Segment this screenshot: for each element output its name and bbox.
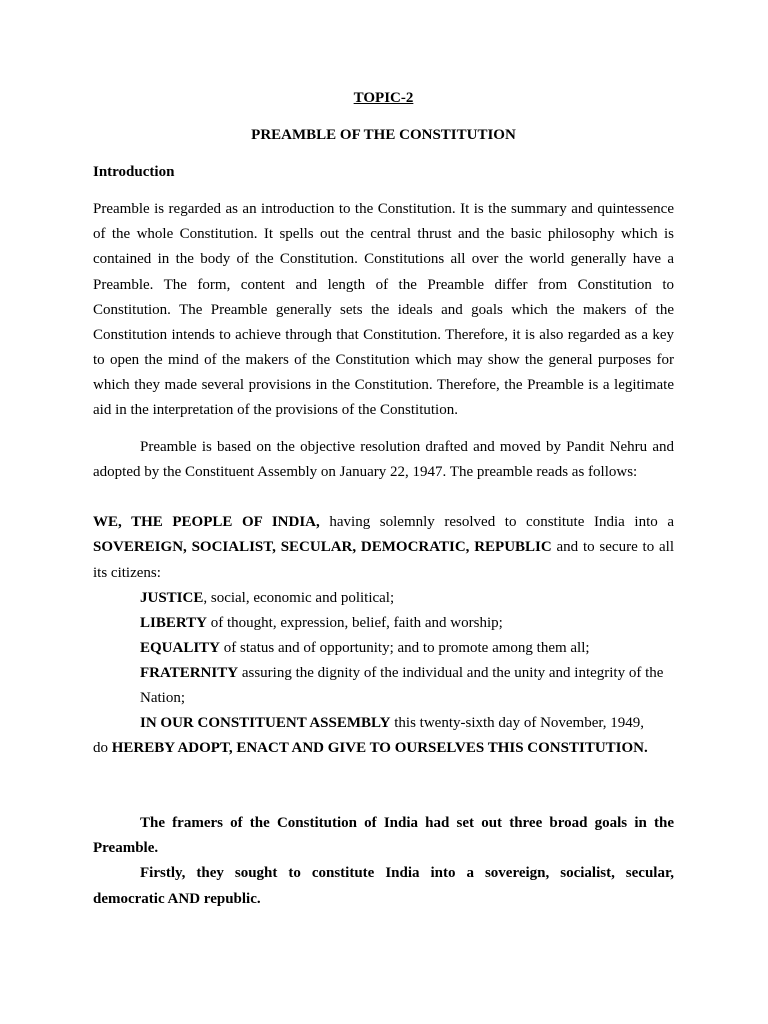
- justice-line: [93, 586, 674, 611]
- equality-text: of status and of opportunity; and to promote among them all;: [220, 639, 590, 656]
- republic-terms: SOVEREIGN, SOCIALIST, SECULAR, DEMOCRATIC, REPUBLIC: [93, 539, 552, 556]
- introduction-heading: Introduction: [93, 164, 175, 181]
- fraternity-line: [93, 661, 674, 711]
- liberty-label: LIBERTY: [140, 614, 207, 631]
- do-text: do: [93, 740, 112, 757]
- introduction-paragraph: Preamble is regarded as an introduction to the Constitution. It is the summary and quintessence of the whole Constitution. It spells out the central thrust and the basic philosophy which is contained in the body of the Constitution. Constitutions all over the world generally have a Preamble. The form, content and length of the Preamble differ from Constitution to Constitution. The Preamble generally sets the ideals and goals which the makers of the Constitution intends to achieve through that Constitution. Therefore, it is also regarded as a key to open the mind of the makers of the Constitution which may show the general purposes for which they made several provisions in the Constitution. Therefore, the Preamble is a legitimate aid in the interpretation of the provisions of the Constitution.: [93, 201, 674, 419]
- fraternity-text: assuring the dignity of the individual and the unity and integrity of the Nation;: [140, 664, 664, 706]
- goals-section: [93, 811, 674, 911]
- liberty-line: [93, 611, 674, 636]
- assembly-text: this twenty-sixth day of November, 1949,: [390, 715, 645, 732]
- document-title: PREAMBLE OF THE CONSTITUTION: [251, 127, 516, 144]
- resolved-text: having solemnly resolved to constitute India into a: [319, 514, 674, 531]
- objective-resolution-paragraph: Preamble is based on the objective resolution drafted and moved by Pandit Nehru and adopted by the Constituent Assembly on January 22, 1947. The preamble reads as follows:: [93, 439, 674, 481]
- we-the-people: WE, THE PEOPLE OF INDIA,: [93, 514, 320, 531]
- firstly-paragraph: Firstly, they sought to constitute India into a sovereign, socialist, secular, democratic AND republic.: [93, 865, 674, 907]
- preamble-opening: [93, 510, 674, 585]
- assembly-line: [93, 711, 674, 736]
- adoption-line: [93, 736, 674, 761]
- equality-line: [93, 636, 674, 661]
- preamble-text: [93, 510, 674, 761]
- justice-label: JUSTICE: [140, 589, 204, 606]
- equality-label: EQUALITY: [140, 639, 221, 656]
- secure-text: and to secure to all its citizens:: [93, 539, 674, 581]
- adoption-text: HEREBY ADOPT, ENACT AND GIVE TO OURSELVES THIS CONSTITUTION.: [111, 740, 648, 757]
- justice-text: , social, economic and political;: [203, 589, 395, 606]
- topic-heading: TOPIC-2: [353, 90, 414, 106]
- assembly-label: IN OUR CONSTITUENT ASSEMBLY: [140, 715, 391, 732]
- framers-paragraph: The framers of the Constitution of India had set out three broad goals in the Preamble.: [93, 815, 674, 857]
- fraternity-label: FRATERNITY: [140, 664, 239, 681]
- liberty-text: of thought, expression, belief, faith and worship;: [207, 614, 503, 631]
- document-body: [93, 86, 674, 912]
